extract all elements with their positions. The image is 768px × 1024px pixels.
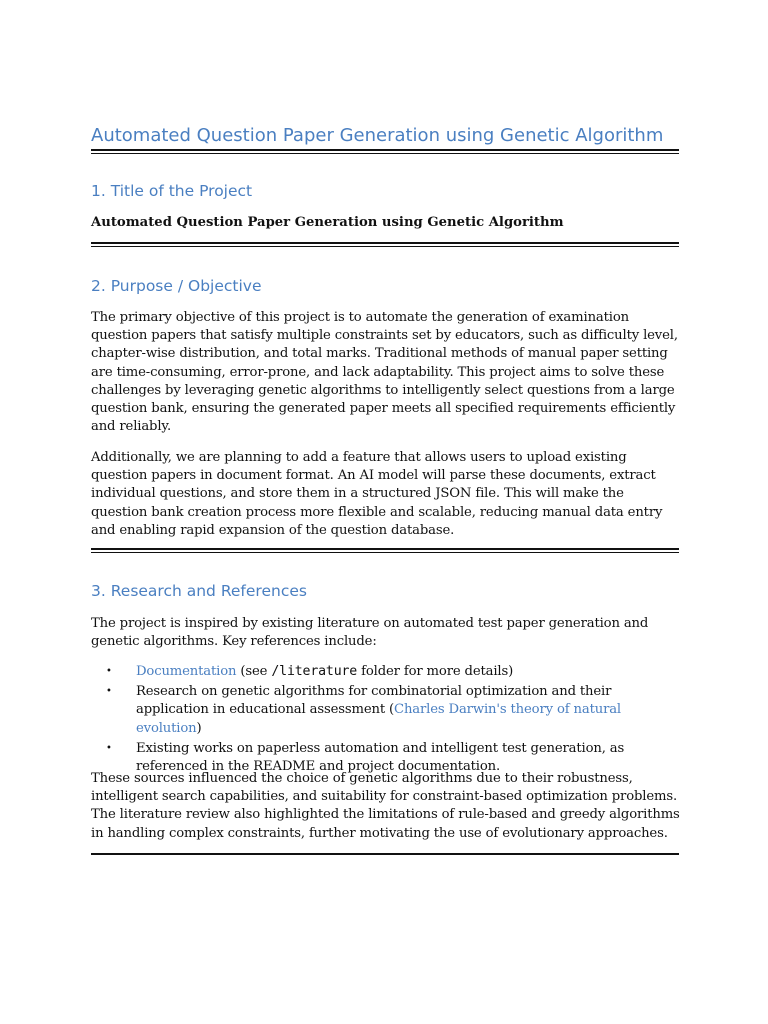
literature-folder-code: /literature — [271, 664, 358, 679]
section-2-heading: 2. Purpose / Objective — [91, 277, 262, 295]
section-2-divider — [91, 548, 679, 553]
section-1-divider — [91, 242, 679, 247]
reference-text: Research on genetic algorithms for combinatorial optimization and their application in educational assessment ( — [136, 684, 612, 718]
project-title-text: Automated Question Paper Generation using Genetic Algorithm — [91, 215, 564, 230]
list-item — [91, 683, 681, 738]
documentation-link[interactable]: Documentation — [136, 664, 237, 679]
objective-paragraph-1: The primary objective of this project is to automate the generation of examination question papers that satisfy multiple constraints set by educators, such as difficulty level, chapter-wise distribution, and total marks. Traditional methods of manual paper setting are time-consuming, error-prone, and lack adaptability. This project aims to solve these challenges by leveraging genetic algorithms to intelligently select questions from a large question bank, ensuring the generated paper meets all specified requirements efficiently and reliably. — [91, 310, 678, 435]
bullet-icon: • — [106, 666, 112, 677]
darwin-theory-link[interactable]: Charles Darwin's theory of natural evolution — [136, 702, 621, 736]
reference-text: Existing works on paperless automation and intelligent test generation, as referenced in the README and project documentation. — [136, 740, 625, 775]
section-3-heading: 3. Research and References — [91, 582, 307, 600]
document-title: Automated Question Paper Generation using Genetic Algorithm — [91, 125, 664, 146]
section-1-heading: 1. Title of the Project — [91, 182, 253, 200]
list-item — [91, 663, 681, 681]
section-3-divider — [91, 853, 679, 855]
reference-text: (see — [236, 664, 272, 679]
title-divider — [91, 149, 679, 154]
objective-paragraph-2: Additionally, we are planning to add a feature that allows users to upload existing question papers in document format. An AI model will parse these documents, extract individual questions, and store them in a structured JSON file. This will make the question bank creation process more flexible and scalable, reducing manual data entry and enabling rapid expansion of the question database. — [91, 450, 663, 538]
research-conclusion-paragraph: These sources influenced the choice of genetic algorithms due to their robustness, intelligent search capabilities, and suitability for constraint-based optimization problems. The literature review also highlighted the limitations of rule-based and greedy algorithms in handling complex constraints, further motivating the use of evolutionary approaches. — [91, 771, 680, 841]
research-intro-paragraph: The project is inspired by existing literature on automated test paper generation and genetic algorithms. Key references include: — [91, 616, 649, 650]
bullet-icon: • — [106, 686, 112, 698]
reference-text: ) — [196, 720, 202, 736]
references-list — [91, 663, 681, 778]
reference-text: folder for more details) — [357, 664, 514, 679]
bullet-icon: • — [106, 742, 112, 754]
